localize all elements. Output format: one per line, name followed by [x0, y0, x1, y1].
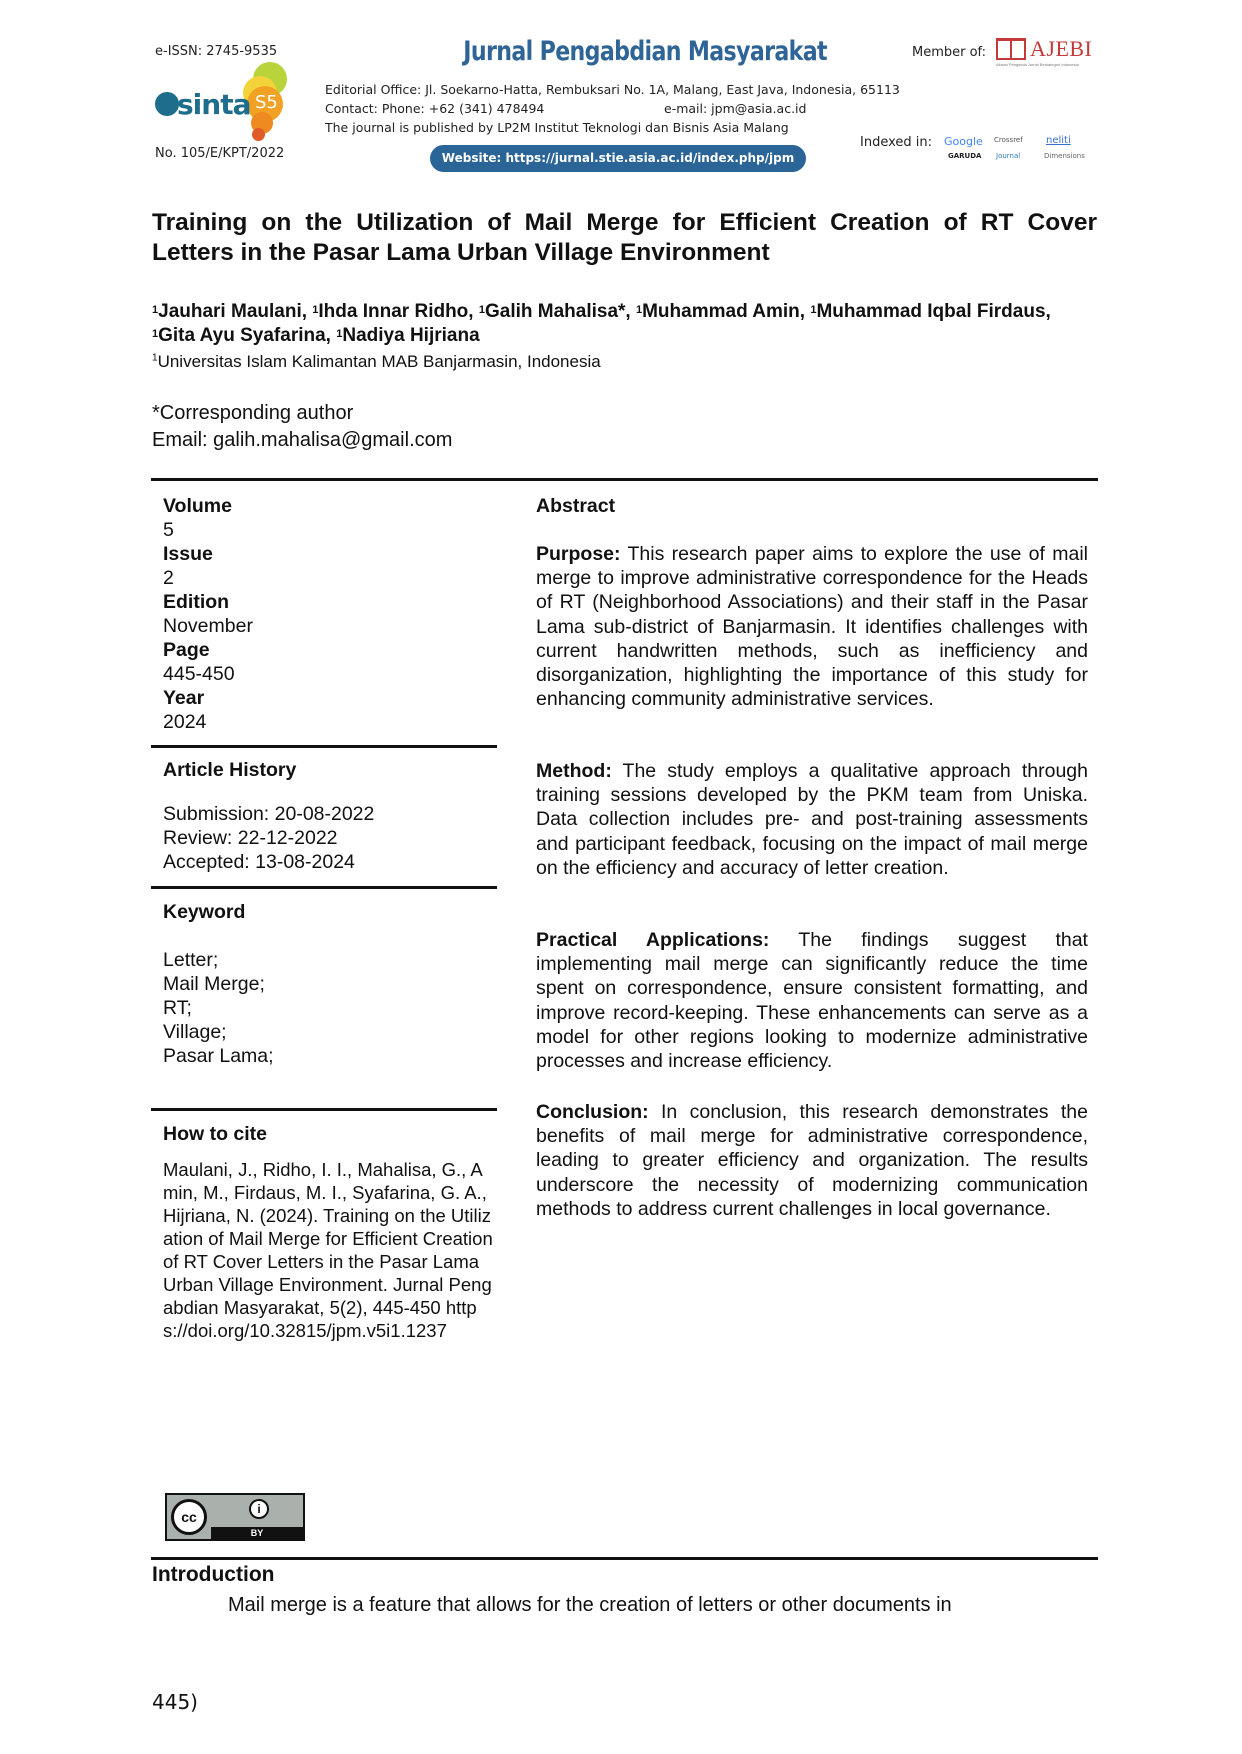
ajebi-logo-text: AJEBI — [1030, 36, 1093, 61]
keywords-section — [163, 900, 493, 1068]
corresponding-author — [152, 400, 452, 454]
author: $^1$Jauhari Maulani, — [152, 301, 313, 322]
neliti-logo: neliti — [1046, 135, 1071, 146]
author: $^1$Ihda Innar Ridho, — [312, 301, 479, 322]
keyword: Mail Merge; — [163, 973, 265, 995]
abstract-practical-applications: Practical Applications: The findings suggest that implementing mail merge can significantly reduce the time spent on correspondence, ensure consistent formatting, and improve record-keeping. These enhancements can serve as a model for other regions looking to modernize administrative processes and increase efficiency. — [536, 929, 1088, 1073]
contact-phone: Contact: Phone: +62 (341) 478494 — [325, 101, 545, 116]
author: $^1$Nadiya Hijriana — [336, 325, 480, 346]
page-number: 445) — [152, 1690, 198, 1714]
sidebar-divider — [151, 886, 497, 889]
edition-label: Edition — [163, 591, 230, 613]
conclusion-label: Conclusion: — [536, 1101, 649, 1123]
editorial-office: Editorial Office: Jl. Soekarno-Hatta, Rembuksari No. 1A, Malang, East Java, Indonesia, 65113 — [325, 82, 900, 97]
issue-label: Issue — [163, 543, 213, 565]
abstract-heading: Abstract — [536, 495, 616, 517]
dimensions-logo: Dimensions — [1044, 152, 1085, 160]
accreditation-number: No. 105/E/KPT/2022 — [155, 146, 285, 161]
accepted-date: Accepted: 13-08-2024 — [163, 851, 355, 873]
article-title: Training on the Utilization of Mail Merge for Efficient Creation of RT Cover Letters in the Pasar Lama Urban Village Environment — [152, 209, 1097, 266]
top-divider — [151, 478, 1098, 481]
author-list — [152, 300, 1097, 348]
volume-value: 5 — [163, 519, 174, 541]
book-icon — [996, 38, 1026, 60]
method-label: Method: — [536, 760, 612, 782]
issn-label: e-ISSN: 2745-9535 — [155, 44, 278, 59]
edition-value: November — [163, 615, 253, 637]
page-label: Page — [163, 639, 210, 661]
corresponding-email: Email: galih.mahalisa@gmail.com — [152, 429, 453, 451]
keyword: Pasar Lama; — [163, 1045, 274, 1067]
author: $^1$Muhammad Amin, — [635, 301, 811, 322]
sinta-wordmark: sinta — [177, 88, 251, 121]
cc-by-license-badge[interactable] — [165, 1493, 305, 1541]
ajebi-logo — [996, 36, 1093, 68]
submission-date: Submission: 20-08-2022 — [163, 803, 375, 825]
journal-title: Jurnal Pengabdian Masyarakat — [463, 36, 827, 67]
sinta-logo — [155, 62, 290, 142]
ajebi-logo-subtitle: Aliansi Pengelola Jurnal Berkategori Indonesia — [996, 62, 1079, 67]
tree-globe-icon — [155, 92, 179, 116]
year-value: 2024 — [163, 711, 207, 733]
abstract-method: Method: The study employs a qualitative approach through training sessions developed by the PKM team from Uniska. Data collection includes pre- and post-training assessments and participant feedback, focusing on the impact of mail merge on the efficiency and accuracy of letter creation. — [536, 760, 1088, 879]
keyword-label: Keyword — [163, 901, 246, 923]
author: $^1$Galih Mahalisa*, — [478, 301, 636, 322]
abstract-conclusion: Conclusion: In conclusion, this research demonstrates the benefits of mail merge for administrative correspondence, leading to greater efficiency and organization. The results underscore the necessity of modernizing communication methods to address current challenges in local governance. — [536, 1101, 1088, 1220]
citation — [163, 1158, 493, 1342]
cc-icon: cc — [171, 1499, 207, 1535]
year-label: Year — [163, 687, 205, 709]
author: $^1$Muhammad Iqbal Firdaus, — [810, 301, 1051, 322]
practical-label: Practical Applications: — [536, 929, 770, 951]
indexed-in-label: Indexed in: — [860, 135, 933, 150]
contact-email: e-mail: jpm@asia.ac.id — [664, 101, 807, 116]
sidebar-divider — [151, 1108, 497, 1111]
introduction-heading: Introduction — [152, 1563, 275, 1586]
affiliation: $^1$Universitas Islam Kalimantan MAB Banjarmasin, Indonesia — [152, 352, 601, 371]
issue-info — [163, 494, 493, 734]
journal-logo: Journal — [996, 152, 1021, 160]
purpose-label: Purpose: — [536, 543, 621, 565]
page-value: 445-450 — [163, 663, 235, 685]
author: $^1$Gita Ayu Syafarina, — [152, 325, 337, 346]
website-link-button[interactable]: Website: https://jurnal.stie.asia.ac.id/index.php/jpm — [430, 145, 806, 172]
issue-value: 2 — [163, 567, 174, 589]
doi-link[interactable]: https://doi.org/10.32815/jpm.v5i1.1237 — [163, 1297, 477, 1341]
indexing-logos — [944, 133, 1104, 167]
keyword: RT; — [163, 997, 192, 1019]
abstract-purpose: Purpose: This research paper aims to explore the use of mail merge to improve administrative correspondence for the Heads of RT (Neighborhood Associations) and their staff in the Pasar Lama sub-district of Banjarmasin. It identifies challenges with current handwritten methods, such as inefficiency and disorganization, highlighting the importance of this study for enhancing community administrative services. — [536, 543, 1088, 711]
by-label: BY — [211, 1527, 303, 1539]
publisher-line: The journal is published by LP2M Institut Teknologi dan Bisnis Asia Malang — [325, 120, 789, 135]
how-to-cite-heading: How to cite — [163, 1123, 268, 1145]
sinta-rank: S5 — [255, 92, 278, 113]
google-logo: Google — [944, 135, 983, 148]
sidebar-divider — [151, 745, 497, 748]
review-date: Review: 22-12-2022 — [163, 827, 338, 849]
corresponding-label: *Corresponding author — [152, 402, 354, 424]
article-history — [163, 758, 493, 874]
history-label: Article History — [163, 759, 297, 781]
keyword: Village; — [163, 1021, 227, 1043]
garuda-logo: GARUDA — [948, 152, 982, 160]
crossref-logo: Crossref — [994, 136, 1023, 144]
intro-divider — [151, 1557, 1098, 1560]
citation-text: Maulani, J., Ridho, I. I., Mahalisa, G., Amin, M., Firdaus, M. I., Syafarina, G. A., Hijriana, N. (2024). Training on the Utilization of Mail Merge for Efficient Creation of RT Cover Letters in the Pasar Lama Urban Village Environment. Jurnal Pengabdian Masyarakat, 5(2), 445-450 — [163, 1159, 493, 1318]
attribution-icon: i — [249, 1499, 269, 1519]
volume-label: Volume — [163, 495, 232, 517]
member-of-label: Member of: — [912, 45, 987, 60]
keyword: Letter; — [163, 949, 219, 971]
introduction-paragraph: Mail merge is a feature that allows for the creation of letters or other documents in — [228, 1594, 952, 1616]
